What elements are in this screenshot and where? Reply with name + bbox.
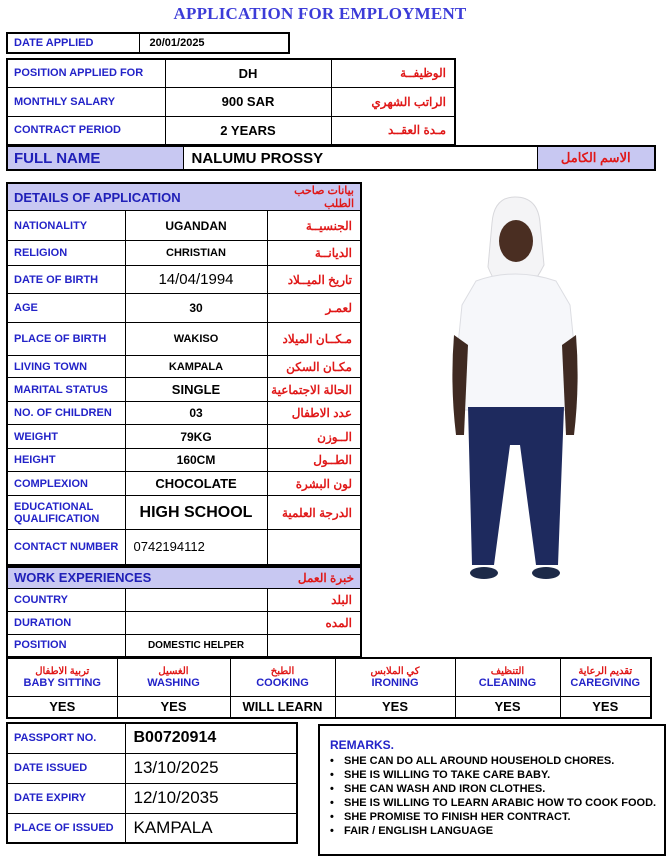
age-value: 30 <box>125 294 267 323</box>
date-expiry-value: 12/10/2035 <box>125 783 297 813</box>
date-issued-label: DATE ISSUED <box>7 753 125 783</box>
place-issued-label: PLACE OF ISSUED <box>7 813 125 843</box>
weight-label: WEIGHT <box>7 425 125 449</box>
full-name-label: FULL NAME <box>7 146 183 170</box>
date-issued-value: 13/10/2025 <box>125 753 297 783</box>
work-heading: WORK EXPERIENCES <box>7 567 267 588</box>
skill-cleaning-label: CLEANING <box>478 676 537 689</box>
remarks-heading: REMARKS. <box>330 738 395 752</box>
details-heading: DETAILS OF APPLICATION <box>7 183 267 211</box>
skill-washing-value: YES <box>117 696 230 718</box>
passport-no-value: B00720914 <box>125 723 297 753</box>
marital-status-value: SINGLE <box>125 378 267 402</box>
contact-label: CONTACT NUMBER <box>7 530 125 565</box>
remarks-box <box>318 724 666 856</box>
children-arabic: عدد الاطفال <box>267 402 361 425</box>
date-applied-value: 20/01/2025 <box>139 33 289 53</box>
place-of-birth-arabic: مـكــان الميلاد <box>267 323 361 356</box>
work-position-value: DOMESTIC HELPER <box>125 634 267 657</box>
dob-label: DATE OF BIRTH <box>7 266 125 294</box>
weight-value: 79KG <box>125 425 267 449</box>
position-label: POSITION APPLIED FOR <box>7 59 165 87</box>
country-label: COUNTRY <box>7 588 125 611</box>
nationality-label: NATIONALITY <box>7 211 125 241</box>
details-heading-arabic: بيانات صاحب الطلب <box>267 183 361 211</box>
work-position-arabic <box>267 634 361 657</box>
remarks-list <box>330 754 664 838</box>
skill-cleaning <box>455 658 560 696</box>
skill-ironing-arabic: كي الملابس <box>370 665 420 677</box>
skill-ironing-value: YES <box>335 696 455 718</box>
date-expiry-label: DATE EXPIRY <box>7 783 125 813</box>
religion-value: CHRISTIAN <box>125 241 267 266</box>
remark-item: • FAIR / ENGLISH LANGUAGE <box>330 824 664 838</box>
contact-value: 0742194112 <box>125 530 267 565</box>
skills-table <box>6 657 652 719</box>
height-label: HEIGHT <box>7 449 125 472</box>
date-applied-table <box>6 32 290 54</box>
nationality-arabic: الجنسيــة <box>267 211 361 241</box>
skill-baby-sitting-value: YES <box>7 696 117 718</box>
age-arabic: لعمـر <box>267 294 361 323</box>
passport-table <box>6 722 298 844</box>
salary-value: 900 SAR <box>165 87 331 116</box>
age-label: AGE <box>7 294 125 323</box>
position-table <box>6 58 456 146</box>
living-town-label: LIVING TOWN <box>7 356 125 378</box>
complexion-value: CHOCOLATE <box>125 472 267 496</box>
duration-value <box>125 611 267 634</box>
dob-value: 14/04/1994 <box>125 266 267 294</box>
full-name-arabic: الاسم الكامل <box>537 146 655 170</box>
skill-baby-sitting-label: BABY SITTING <box>23 676 101 689</box>
work-heading-arabic: خبرة العمل <box>267 567 361 588</box>
work-position-label: POSITION <box>7 634 125 657</box>
skill-ironing-label: IRONING <box>371 676 419 689</box>
dob-arabic: تاريخ الميــلاد <box>267 266 361 294</box>
marital-status-label: MARITAL STATUS <box>7 378 125 402</box>
complexion-arabic: لون البشرة <box>267 472 361 496</box>
contract-value: 2 YEARS <box>165 116 331 145</box>
education-arabic: الدرجة العلمية <box>267 496 361 530</box>
education-label: EDUCATIONAL QUALIFICATION <box>7 496 125 530</box>
remark-item: • SHE CAN WASH AND IRON CLOTHES. <box>330 782 664 796</box>
page-title: APPLICATION FOR EMPLOYMENT <box>173 4 467 23</box>
remark-item: • SHE IS WILLING TO TAKE CARE BABY. <box>330 768 664 782</box>
skill-cleaning-value: YES <box>455 696 560 718</box>
skill-washing <box>117 658 230 696</box>
skill-cooking-arabic: الطبخ <box>270 665 295 677</box>
contact-arabic <box>267 530 361 565</box>
nationality-value: UGANDAN <box>125 211 267 241</box>
religion-label: RELIGION <box>7 241 125 266</box>
applicant-photo <box>440 195 590 590</box>
living-town-value: KAMPALA <box>125 356 267 378</box>
date-applied-label: DATE APPLIED <box>7 33 139 53</box>
skill-cleaning-arabic: التنظيف <box>490 665 525 677</box>
remark-item: • SHE IS WILLING TO LEARN ARABIC HOW TO COOK FOOD. <box>330 796 664 810</box>
skill-washing-label: WASHING <box>147 676 200 689</box>
skill-caregiving-label: CAREGIVING <box>570 676 641 689</box>
living-town-arabic: مكـان السكن <box>267 356 361 378</box>
full-name-value: NALUMU PROSSY <box>183 146 537 170</box>
skill-baby-sitting <box>7 658 117 696</box>
position-value: DH <box>165 59 331 87</box>
skill-cooking-label: COOKING <box>256 676 309 689</box>
education-value: HIGH SCHOOL <box>125 496 267 530</box>
position-arabic: الوظيفــة <box>331 59 455 87</box>
marital-status-arabic: الحالة الاجتماعية <box>267 378 361 402</box>
country-value <box>125 588 267 611</box>
country-arabic: البلد <box>267 588 361 611</box>
duration-label: DURATION <box>7 611 125 634</box>
weight-arabic: الــوزن <box>267 425 361 449</box>
place-issued-value: KAMPALA <box>125 813 297 843</box>
contract-arabic: مـدة العقــد <box>331 116 455 145</box>
skill-cooking-value: WILL LEARN <box>230 696 335 718</box>
skill-caregiving <box>560 658 651 696</box>
work-table <box>6 566 362 658</box>
skill-baby-sitting-arabic: تربية الاطفال <box>35 665 90 677</box>
place-of-birth-value: WAKISO <box>125 323 267 356</box>
duration-arabic: المده <box>267 611 361 634</box>
salary-arabic: الراتب الشهري <box>331 87 455 116</box>
skill-ironing <box>335 658 455 696</box>
contract-label: CONTRACT PERIOD <box>7 116 165 145</box>
place-of-birth-label: PLACE OF BIRTH <box>7 323 125 356</box>
remark-item: • SHE PROMISE TO FINISH HER CONTRACT. <box>330 810 664 824</box>
full-name-table <box>6 145 656 171</box>
skill-caregiving-value: YES <box>560 696 651 718</box>
details-table <box>6 182 362 566</box>
passport-no-label: PASSPORT NO. <box>7 723 125 753</box>
religion-arabic: الديانــة <box>267 241 361 266</box>
height-value: 160CM <box>125 449 267 472</box>
height-arabic: الطــول <box>267 449 361 472</box>
skill-washing-arabic: الغسيل <box>158 665 189 677</box>
complexion-label: COMPLEXION <box>7 472 125 496</box>
children-label: NO. OF CHILDREN <box>7 402 125 425</box>
skill-cooking <box>230 658 335 696</box>
skill-caregiving-arabic: تقديم الرعاية <box>578 665 633 677</box>
salary-label: MONTHLY SALARY <box>7 87 165 116</box>
remark-item: • SHE CAN DO ALL AROUND HOUSEHOLD CHORES. <box>330 754 664 768</box>
children-value: 03 <box>125 402 267 425</box>
